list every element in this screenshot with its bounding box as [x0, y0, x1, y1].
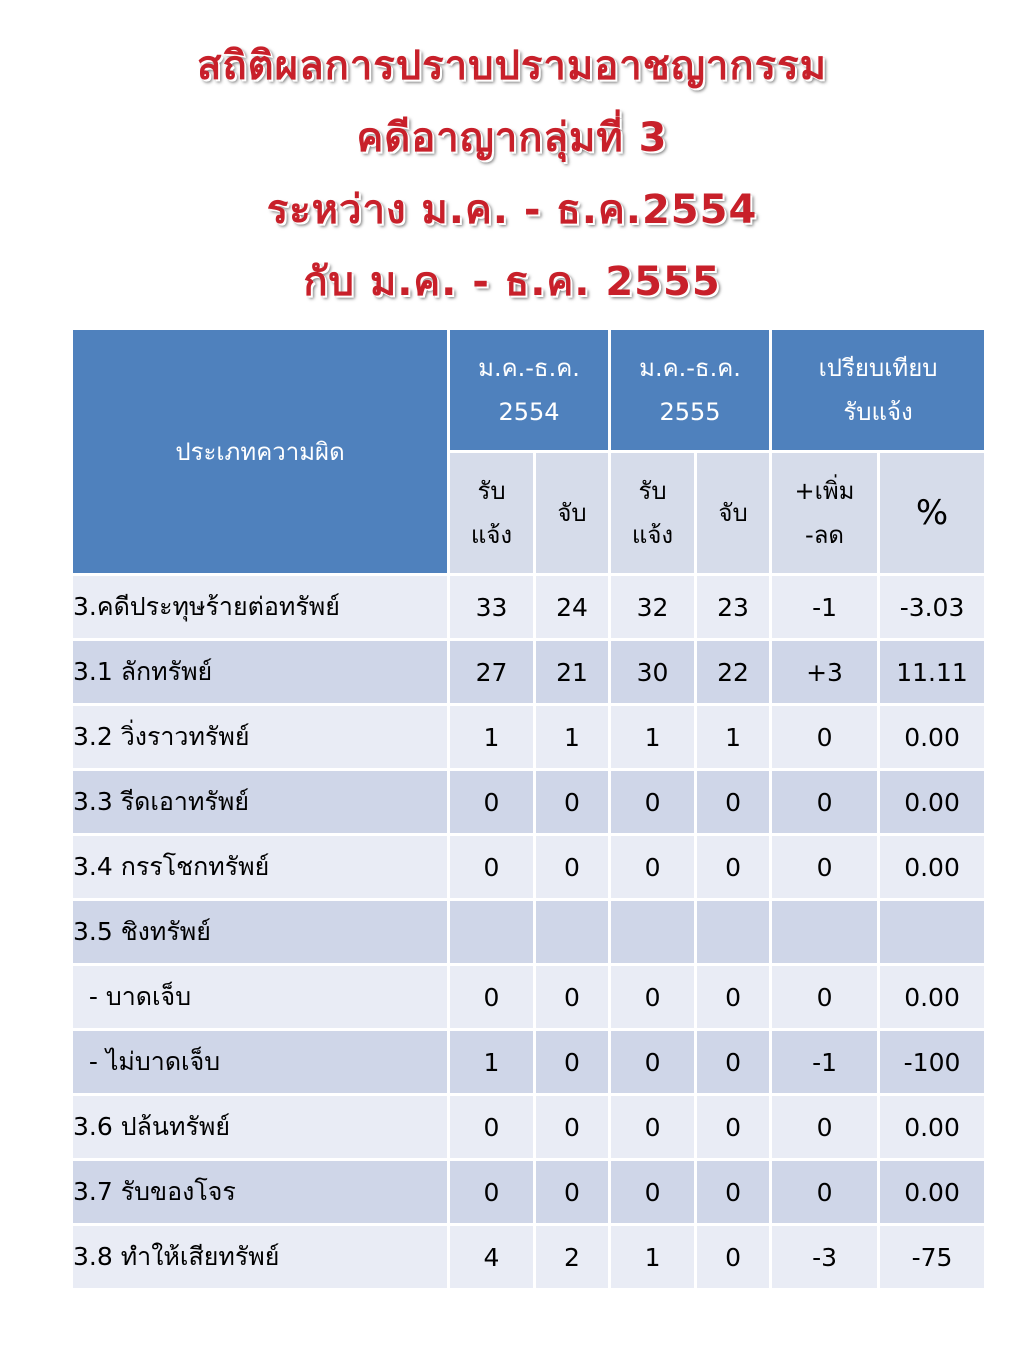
header-arrested-2554: จับ [535, 452, 610, 575]
row-label: 3.6 ปล้นทรัพย์ [72, 1095, 449, 1160]
cell-reported-2555: 30 [610, 640, 696, 705]
row-label: - บาดเจ็บ [72, 965, 449, 1030]
header-change [771, 452, 879, 575]
cell-arrested-2554: 0 [535, 770, 610, 835]
cell-reported-2554: 1 [449, 705, 535, 770]
cell-percent: 0.00 [879, 770, 986, 835]
cell-arrested-2555 [696, 900, 771, 965]
header-period-2554 [449, 329, 610, 452]
row-label: 3.7 รับของโจร [72, 1160, 449, 1225]
cell-percent: -75 [879, 1225, 986, 1290]
cell-reported-2555: 1 [610, 1225, 696, 1290]
cell-arrested-2555: 0 [696, 835, 771, 900]
crime-statistics-table [70, 327, 987, 1291]
table-row [72, 835, 986, 900]
cell-reported-2554: 0 [449, 965, 535, 1030]
cell-change: 0 [771, 965, 879, 1030]
cell-arrested-2554: 0 [535, 1030, 610, 1095]
header-change-line2: -ลด [805, 521, 844, 549]
cell-reported-2554: 0 [449, 1160, 535, 1225]
header-period-2555 [610, 329, 771, 452]
header-change-line1: +เพิ่ม [794, 477, 855, 505]
header-arrested-2555: จับ [696, 452, 771, 575]
row-label: 3.4 กรรโชกทรัพย์ [72, 835, 449, 900]
cell-reported-2555: 0 [610, 770, 696, 835]
cell-reported-2554: 1 [449, 1030, 535, 1095]
cell-reported-2555: 0 [610, 1160, 696, 1225]
cell-reported-2554: 0 [449, 1095, 535, 1160]
cell-percent: 0.00 [879, 1160, 986, 1225]
table-row [72, 770, 986, 835]
cell-change: +3 [771, 640, 879, 705]
row-label: 3.3 รีดเอาทรัพย์ [72, 770, 449, 835]
page-title-line-3: ระหว่าง ม.ค. - ธ.ค.2554 [266, 187, 758, 233]
header-period-2554-line1: ม.ค.-ธ.ค. [478, 354, 580, 382]
cell-arrested-2554 [535, 900, 610, 965]
cell-reported-2555: 0 [610, 965, 696, 1030]
table-row [72, 1160, 986, 1225]
cell-reported-2555 [610, 900, 696, 965]
cell-arrested-2555: 0 [696, 1160, 771, 1225]
cell-percent: 0.00 [879, 965, 986, 1030]
cell-change: -1 [771, 575, 879, 640]
cell-arrested-2554: 21 [535, 640, 610, 705]
table-row [72, 1225, 986, 1290]
page-title-line-2: คดีอาญากลุ่มที่ 3 [356, 115, 668, 161]
cell-arrested-2554: 24 [535, 575, 610, 640]
cell-arrested-2555: 0 [696, 1030, 771, 1095]
header-reported-line1: รับ [477, 477, 506, 505]
row-label: - ไม่บาดเจ็บ [72, 1030, 449, 1095]
table-row [72, 965, 986, 1030]
cell-change [771, 900, 879, 965]
cell-reported-2555: 0 [610, 835, 696, 900]
cell-arrested-2555: 0 [696, 1095, 771, 1160]
cell-arrested-2555: 23 [696, 575, 771, 640]
cell-percent: 0.00 [879, 705, 986, 770]
table-row [72, 640, 986, 705]
title-block [0, 30, 1024, 318]
header-percent: % [879, 452, 986, 575]
cell-arrested-2555: 0 [696, 1225, 771, 1290]
cell-arrested-2555: 22 [696, 640, 771, 705]
header-period-2554-line2: 2554 [498, 398, 560, 426]
cell-arrested-2554: 1 [535, 705, 610, 770]
cell-change: -3 [771, 1225, 879, 1290]
row-label: 3.คดีประทุษร้ายต่อทรัพย์ [72, 575, 449, 640]
header-compare-line2: รับแจ้ง [843, 398, 913, 426]
cell-reported-2554 [449, 900, 535, 965]
cell-change: 0 [771, 1160, 879, 1225]
cell-arrested-2555: 0 [696, 770, 771, 835]
cell-percent: 0.00 [879, 1095, 986, 1160]
cell-arrested-2554: 0 [535, 1160, 610, 1225]
page-title-line-1: สถิติผลการปราบปรามอาชญากรรม [197, 43, 827, 89]
cell-arrested-2555: 1 [696, 705, 771, 770]
header-period-2555-line1: ม.ค.-ธ.ค. [639, 354, 741, 382]
cell-change: 0 [771, 705, 879, 770]
header-reported-line1: รับ [638, 477, 667, 505]
cell-reported-2555: 0 [610, 1030, 696, 1095]
table-row [72, 1030, 986, 1095]
header-reported-line2: แจ้ง [631, 521, 674, 549]
row-label: 3.5 ชิงทรัพย์ [72, 900, 449, 965]
cell-reported-2554: 0 [449, 835, 535, 900]
cell-arrested-2554: 2 [535, 1225, 610, 1290]
row-label: 3.2 วิ่งราวทรัพย์ [72, 705, 449, 770]
cell-arrested-2554: 0 [535, 835, 610, 900]
header-compare-line1: เปรียบเทียบ [818, 354, 938, 382]
header-period-2555-line2: 2555 [659, 398, 721, 426]
cell-change: 0 [771, 770, 879, 835]
cell-change: 0 [771, 835, 879, 900]
cell-reported-2555: 32 [610, 575, 696, 640]
cell-percent [879, 900, 986, 965]
header-reported-2554 [449, 452, 535, 575]
header-reported-line2: แจ้ง [470, 521, 513, 549]
table-row [72, 1095, 986, 1160]
table-row [72, 575, 986, 640]
cell-reported-2555: 1 [610, 705, 696, 770]
header-crime-type: ประเภทความผิด [72, 329, 449, 575]
cell-percent: 11.11 [879, 640, 986, 705]
cell-change: -1 [771, 1030, 879, 1095]
cell-change: 0 [771, 1095, 879, 1160]
table-row [72, 900, 986, 965]
cell-percent: -3.03 [879, 575, 986, 640]
page-title-line-4: กับ ม.ค. - ธ.ค. 2555 [303, 259, 721, 305]
cell-arrested-2554: 0 [535, 965, 610, 1030]
cell-reported-2554: 4 [449, 1225, 535, 1290]
cell-arrested-2555: 0 [696, 965, 771, 1030]
cell-reported-2554: 27 [449, 640, 535, 705]
cell-percent: -100 [879, 1030, 986, 1095]
table-row [72, 705, 986, 770]
row-label: 3.1 ลักทรัพย์ [72, 640, 449, 705]
cell-arrested-2554: 0 [535, 1095, 610, 1160]
row-label: 3.8 ทำให้เสียทรัพย์ [72, 1225, 449, 1290]
cell-reported-2554: 0 [449, 770, 535, 835]
cell-reported-2555: 0 [610, 1095, 696, 1160]
cell-percent: 0.00 [879, 835, 986, 900]
header-reported-2555 [610, 452, 696, 575]
cell-reported-2554: 33 [449, 575, 535, 640]
header-compare-reported [771, 329, 986, 452]
